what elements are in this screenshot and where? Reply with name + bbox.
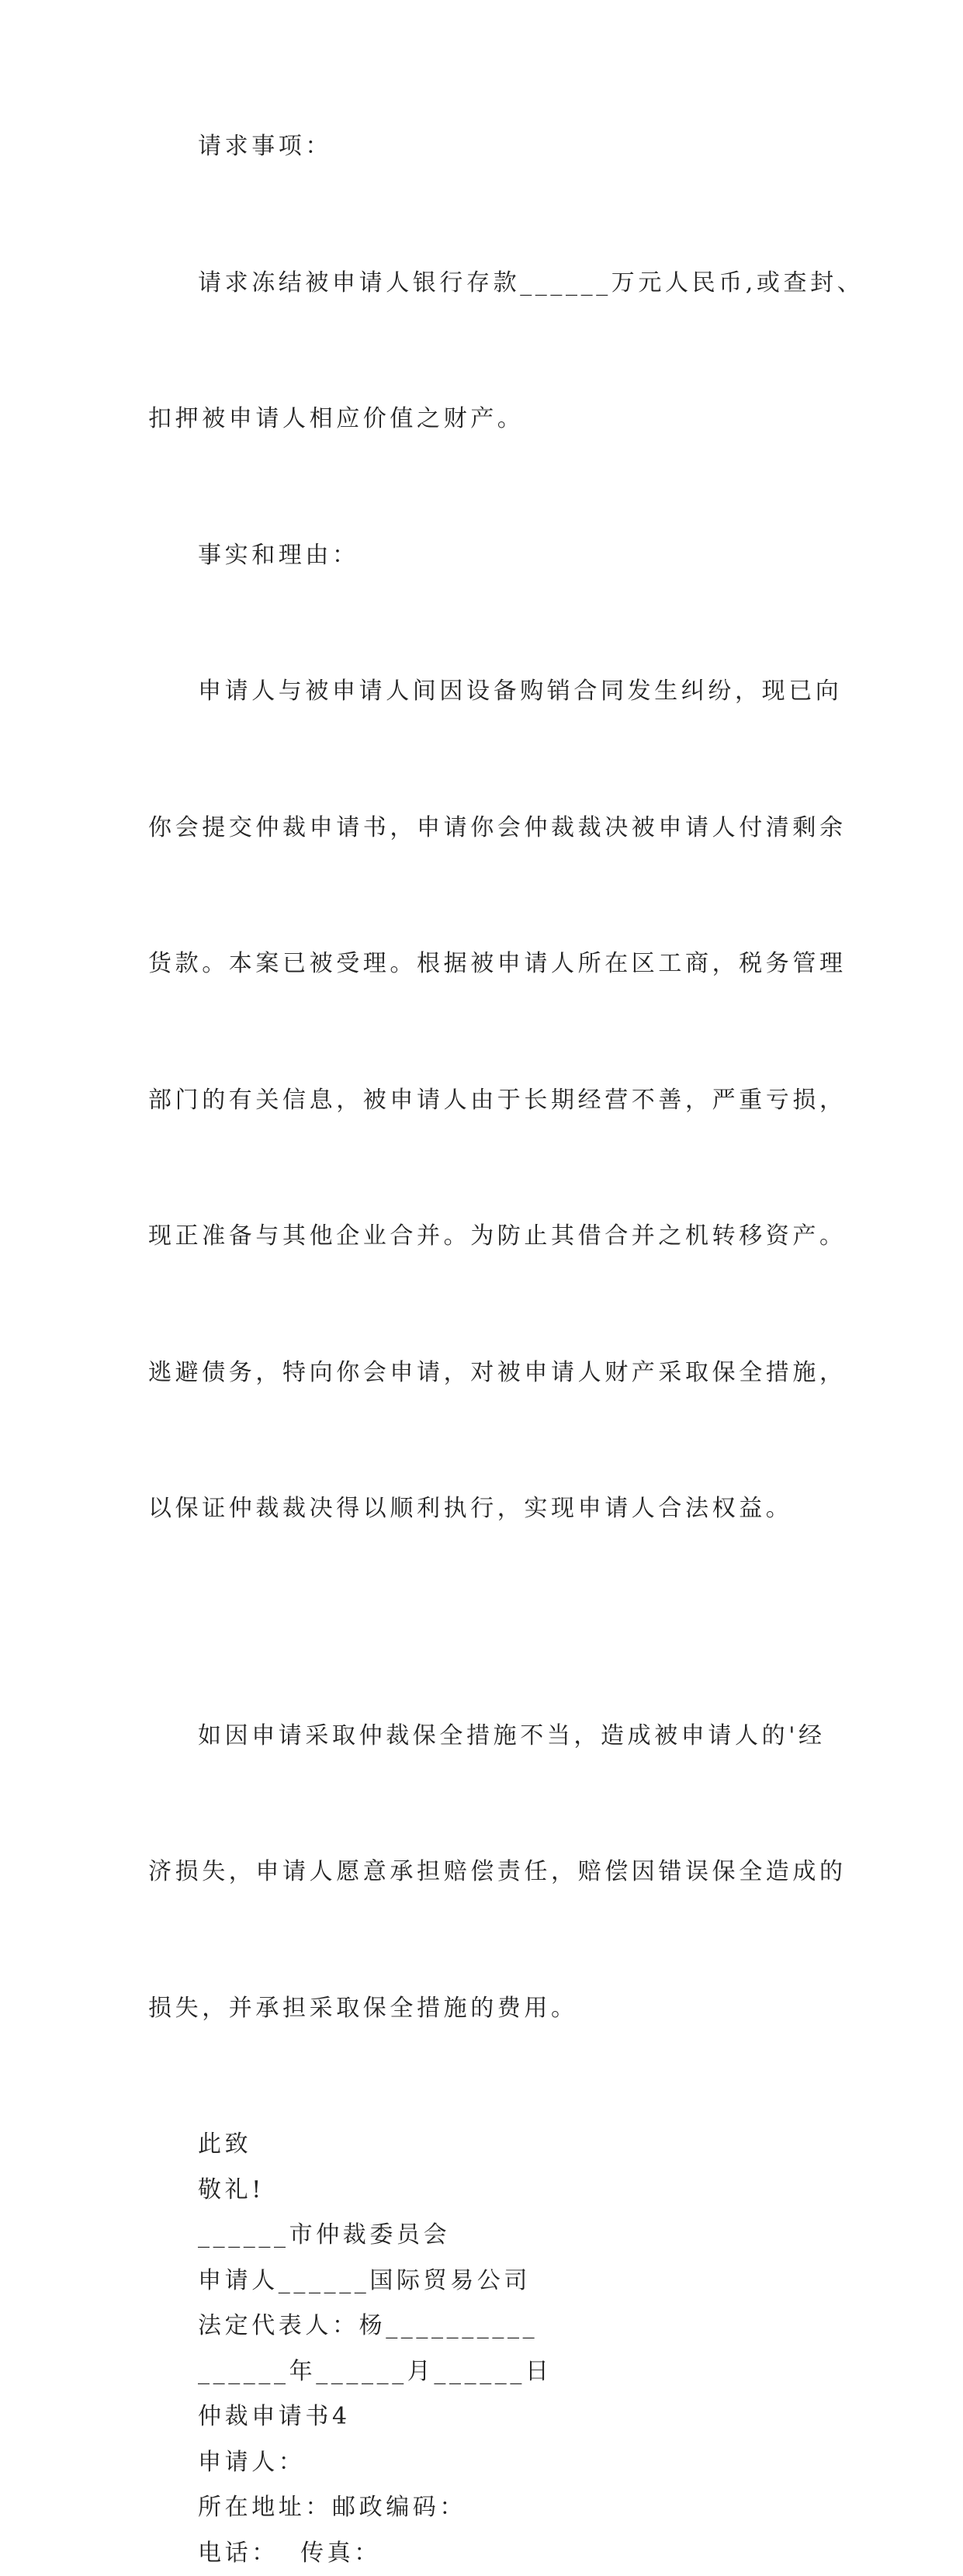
requests-line-1: 请求冻结被申请人银行存款______万元人民币,或查封、	[148, 261, 823, 307]
addressee: ______市仲裁委员会	[148, 2213, 823, 2259]
document-body	[148, 124, 823, 2576]
liability-line-1: 如因申请采取仲裁保全措施不当，造成被申请人的'经	[148, 1714, 823, 1760]
facts-line-5: 现正准备与其他企业合并。为防止其借合并之机转移资产。	[99, 1214, 823, 1260]
facts-line-3: 货款。本案已被受理。根据被申请人所在区工商，税务管理	[99, 941, 823, 987]
facts-paragraph	[148, 578, 823, 1623]
requests-heading: 请求事项：	[148, 124, 823, 170]
date-line: ______年______月______日	[148, 2349, 823, 2395]
facts-line-6: 逃避债务，特向你会申请，对被申请人财产采取保全措施，	[99, 1350, 823, 1396]
next-address: 所在地址：邮政编码：	[148, 2485, 823, 2531]
legal-representative: 法定代表人：杨__________	[148, 2304, 823, 2349]
facts-line-7: 以保证仲裁裁决得以顺利执行，实现申请人合法权益。	[99, 1486, 823, 1532]
requests-line-2: 扣押被申请人相应价值之财产。	[99, 397, 823, 442]
next-applicant: 申请人：	[148, 2440, 823, 2486]
closing-regards: 敬礼!	[148, 2168, 823, 2214]
liability-line-3: 损失，并承担采取保全措施的费用。	[99, 1986, 823, 2032]
applicant-signature: 申请人______国际贸易公司	[148, 2259, 823, 2304]
liability-paragraph	[148, 1623, 823, 2123]
requests-paragraph	[148, 170, 823, 533]
closing-salutation: 此致	[148, 2122, 823, 2168]
liability-line-2: 济损失，申请人愿意承担赔偿责任，赔偿因错误保全造成的	[99, 1850, 823, 1895]
next-document-title: 仲裁申请书4	[148, 2394, 823, 2440]
next-phone-fax: 电话： 传真：	[148, 2531, 823, 2576]
facts-line-2: 你会提交仲裁申请书，申请你会仲裁裁决被申请人付清剩余	[99, 806, 823, 851]
facts-line-4: 部门的有关信息，被申请人由于长期经营不善，严重亏损，	[99, 1078, 823, 1124]
facts-heading: 事实和理由：	[148, 533, 823, 579]
facts-line-1: 申请人与被申请人间因设备购销合同发生纠纷，现已向	[148, 669, 823, 715]
